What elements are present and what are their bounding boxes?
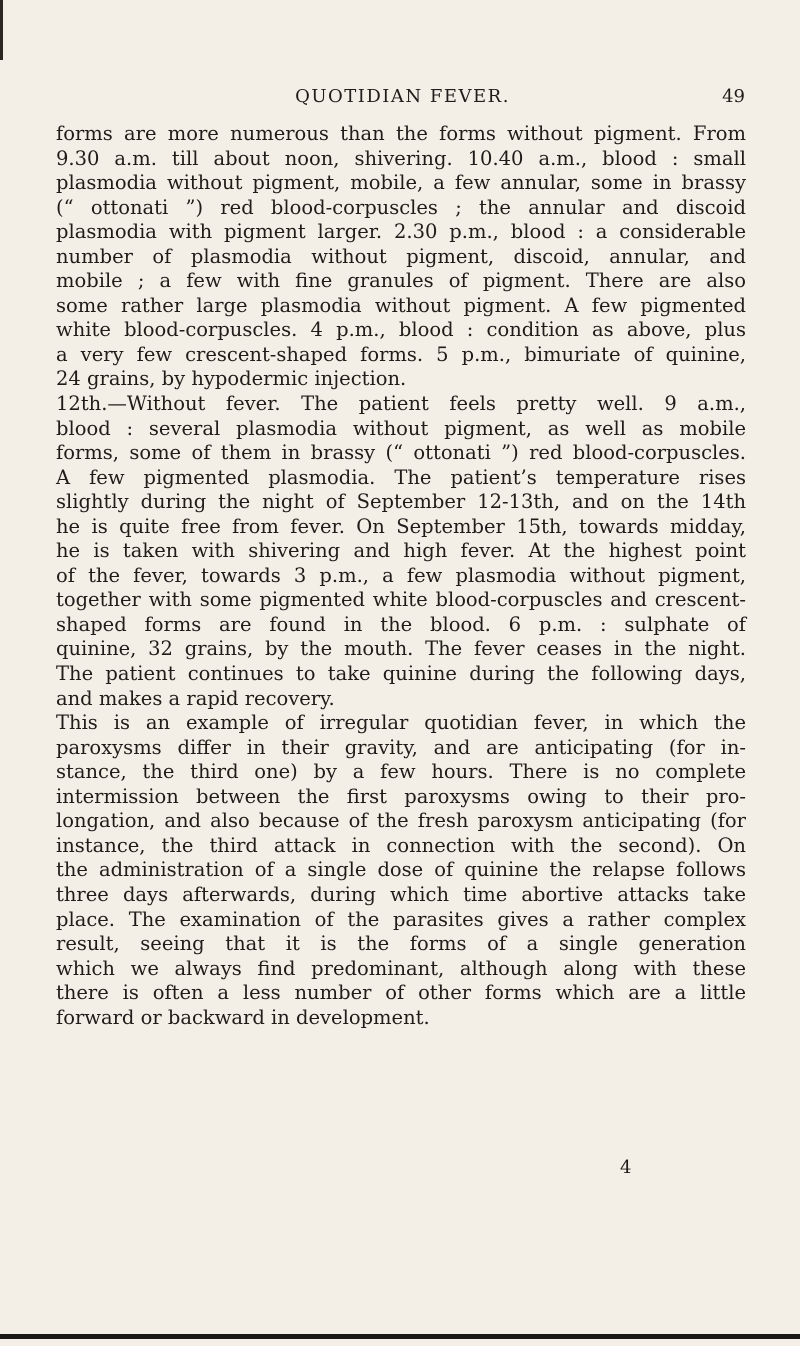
text-line: three days afterwards, during which time abortive attacks take: [56, 882, 746, 906]
text-line: The patient continues to take quinine during the following days,: [56, 662, 746, 686]
text-line: slightly during the night of September 12-13th, and on the 14th: [56, 490, 746, 514]
text-line: A few pigmented plasmodia. The patient’s temperature rises: [56, 465, 746, 489]
running-header: [60, 86, 745, 112]
text-line: blood : several plasmodia without pigment, as well as mobile: [56, 416, 746, 440]
body-text: [56, 122, 746, 1030]
text-line: longation, and also because of the fresh paroxysm anticipating (for: [56, 809, 746, 833]
signature-mark: 4: [620, 1157, 632, 1178]
text-line: forms are more numerous than the forms without pigment. From: [56, 122, 746, 145]
text-line: (“ ottonati ”) red blood-corpuscles ; the annular and discoid: [56, 195, 746, 219]
text-line: which we always find predominant, although along with these: [56, 956, 746, 980]
page-edge-shadow: [0, 0, 3, 60]
text-line: some rather large plasmodia without pigment. A few pigmented: [56, 293, 746, 317]
text-line: of the fever, towards 3 p.m., a few plasmodia without pigment,: [56, 563, 746, 587]
page-bottom-rule: [0, 1334, 800, 1339]
text-line: 9.30 a.m. till about noon, shivering. 10.40 a.m., blood : small: [56, 146, 746, 170]
text-line: a very few crescent-shaped forms. 5 p.m., bimuriate of quinine,: [56, 342, 746, 366]
page-number: 49: [722, 86, 745, 107]
text-line: forward or backward in development.: [56, 1005, 430, 1029]
text-line: together with some pigmented white blood-corpuscles and crescent-: [56, 588, 746, 612]
text-line: 12th.—Without fever. The patient feels pretty well. 9 a.m.,: [56, 392, 746, 416]
text-line: quinine, 32 grains, by the mouth. The fever ceases in the night.: [56, 637, 746, 661]
text-line: there is often a less number of other forms which are a little: [56, 981, 746, 1005]
text-line: 24 grains, by hypodermic injection.: [56, 367, 407, 391]
text-line: he is taken with shivering and high fever. At the highest point: [56, 539, 746, 563]
text-line: forms, some of them in brassy (“ ottonati ”) red blood-corpuscles.: [56, 441, 746, 465]
text-line: plasmodia with pigment larger. 2.30 p.m., blood : a considerable: [56, 220, 746, 244]
text-line: result, seeing that it is the forms of a single generation: [56, 932, 746, 956]
text-line: number of plasmodia without pigment, discoid, annular, and: [56, 244, 746, 268]
text-line: instance, the third attack in connection with the second). On: [56, 833, 746, 857]
text-line: and makes a rapid recovery.: [56, 686, 335, 710]
text-line: he is quite free from fever. On September 15th, towards midday,: [56, 514, 746, 538]
text-line: plasmodia without pigment, mobile, a few annular, some in brassy: [56, 171, 746, 195]
text-line: place. The examination of the parasites gives a rather complex: [56, 907, 746, 931]
text-line: paroxysms differ in their gravity, and are anticipating (for in-: [56, 735, 746, 759]
text-line: the administration of a single dose of quinine the relapse follows: [56, 858, 746, 882]
text-line: mobile ; a few with fine granules of pigment. There are also: [56, 269, 746, 293]
header-title: QUOTIDIAN FEVER.: [295, 86, 510, 107]
text-line: white blood-corpuscles. 4 p.m., blood : condition as above, plus: [56, 318, 746, 342]
text-line: This is an example of irregular quotidian fever, in which the: [56, 711, 746, 735]
text-line: intermission between the first paroxysms owing to their pro-: [56, 784, 746, 808]
text-line: stance, the third one) by a few hours. There is no complete: [56, 760, 746, 784]
text-line: shaped forms are found in the blood. 6 p.m. : sulphate of: [56, 612, 746, 636]
